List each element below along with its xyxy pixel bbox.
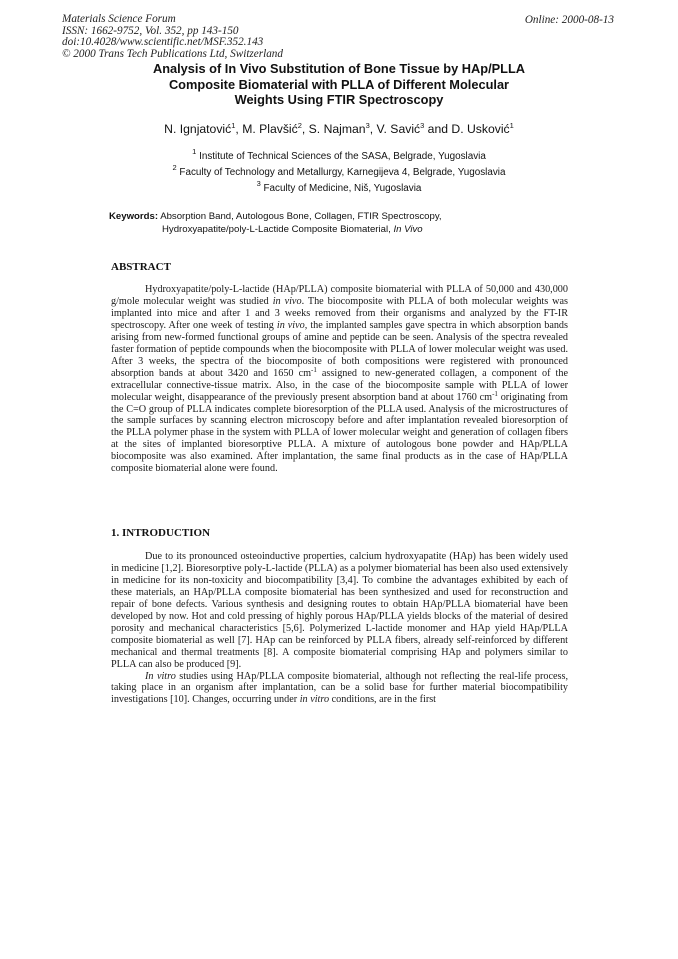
keywords-line-2: Hydroxyapatite/poly-L-Lactide Composite Biomaterial,: [162, 223, 391, 235]
author: V. Savić$^3$ and: [376, 121, 452, 136]
intro-paragraph-2: In vitro studies using HAp/PLLA composite biomaterial, although not reflecting the real-life process, taking place in an organism after implantation, can be a solid base for further material biocompatibility investigations [10]. Changes, occurring under in vitro conditions, are in the first: [111, 670, 568, 706]
affiliation-3: $^3$ Faculty of Medicine, Niš, Yugoslavia: [256, 179, 422, 194]
title-line-1: Analysis of In Vivo Substitution of Bone Tissue by HAp/PLLA: [152, 61, 526, 76]
affiliation-1: $^1$ Institute of Technical Sciences of the SASA, Belgrade, Yugoslavia: [192, 147, 486, 162]
paper-title: [90, 61, 588, 108]
abstract-heading: ABSTRACT: [111, 261, 171, 273]
title-line-2: Composite Biomaterial with PLLA of Different Molecular: [168, 76, 510, 92]
issn-line: ISSN: 1662-9752, Vol. 352, pp 143-150: [62, 24, 239, 37]
keywords-line-1: Absorption Band, Autologous Bone, Collagen, FTIR Spectroscopy,: [160, 211, 442, 222]
journal-name: Materials Science Forum: [62, 13, 176, 25]
journal-header: [62, 14, 283, 60]
keywords-label: Keywords:: [109, 211, 159, 222]
introduction-heading: 1. INTRODUCTION: [111, 527, 211, 539]
title-line-3: Weights Using FTIR Spectroscopy: [234, 92, 444, 107]
author: N. Ignjatović$^1$,: [164, 121, 243, 136]
keywords-line-2-italic: In Vivo: [393, 223, 423, 235]
intro-paragraph-1: Due to its pronounced osteoinductive properties, calcium hydroxyapatite (HAp) has been widely used in medicine [1,2]. Bioresorptive poly-L-lactide (PLLA) as a polymer biomaterial has been also used extensively in medicine for its non-toxicity and biocompatibility [3,4]. To combine the advantages exhibited by each of these materials, an HAp/PLLA composite biomaterial has been synthesized and used for reconstruction and repair of bone defects. Various synthesis and designing routes to obtain HAp/PLLA biomaterial have been developed by now. Hot and cold pressing of highly porous HAp/PLLA yields blocks of the material of desired porosity and mechanical characteristics [5,6]. Polymerized L-lactide monomer and HAp yield HAp/PLLA composite biomaterial as well [7]. HAp can be reinforced by PLLA fibers, already self-reinforced by different mechanical and thermal treatments [8]. A composite biomaterial comprising HAp and polymers similar to PLLA can also be produced [9].: [111, 551, 568, 670]
author: D. Usković$^1$: [451, 121, 514, 136]
introduction-body: [111, 551, 568, 706]
abstract-body: [111, 284, 568, 475]
affiliation-2: $^2$ Faculty of Technology and Metallurgy, Karnegijeva 4, Belgrade, Yugoslavia: [172, 163, 506, 178]
abstract-paragraph: Hydroxyapatite/poly-L-lactide (HAp/PLLA) composite biomaterial with PLLA of 50,000 and 430,000 g/mole molecular weight was studied in vivo. The biocomposite with PLLA of both molecular weights was implanted into mice and after 1 and 3 weeks removed from their organisms and analyzed by the FT-IR spectroscopy. After one week of testing in vivo, the implanted samples gave spectra in which absorption bands arising from new-formed functional groups of amine and peptide can be seen. Analysis of the spectra revealed faster formation of peptide compounds when the biocomposite with PLLA of lower molecular weight was used. After 3 weeks, the spectra of the biocomposite of both compositions were registered with pronounced absorption bands at about 3420 and 1650 $cm^{-1}$ assigned to new-generated collagen, a component of the extracellular connective-tissue matrix. Also, in the case of the biocomposite sample with PLLA of lower molecular weight, disappearance of the previously present absorption band at about 1760 $cm^{-1}$ originating from the C=O group of PLLA indicates complete bioresorption of the PLLA used. Analysis of the microstructures of the sample surfaces by scanning electron microscopy before and after implantation revealed bioresorption of the PLLA polymer phase in the system with PLLA of lower molecular weight and generation of collagen fibers at the sites of implanted bioresorptive PLLA. A mixture of autologous bone powder and HAp/PLLA biocomposite was also examined. After implantation, the same final products as in the case of HAp/PLLA composite biomaterial alone were found.: [111, 284, 568, 475]
author: M. Plavšić$^2$,: [242, 121, 309, 136]
keywords-block: [109, 211, 569, 236]
online-date: Online: 2000-08-13: [524, 14, 614, 26]
author: S. Najman$^3$,: [308, 121, 377, 136]
copyright-line: © 2000 Trans Tech Publications Ltd, Switzerland: [62, 47, 283, 60]
author-list: [60, 121, 618, 136]
doi-line: doi:10.4028/www.scientific.net/MSF.352.143: [62, 36, 264, 49]
